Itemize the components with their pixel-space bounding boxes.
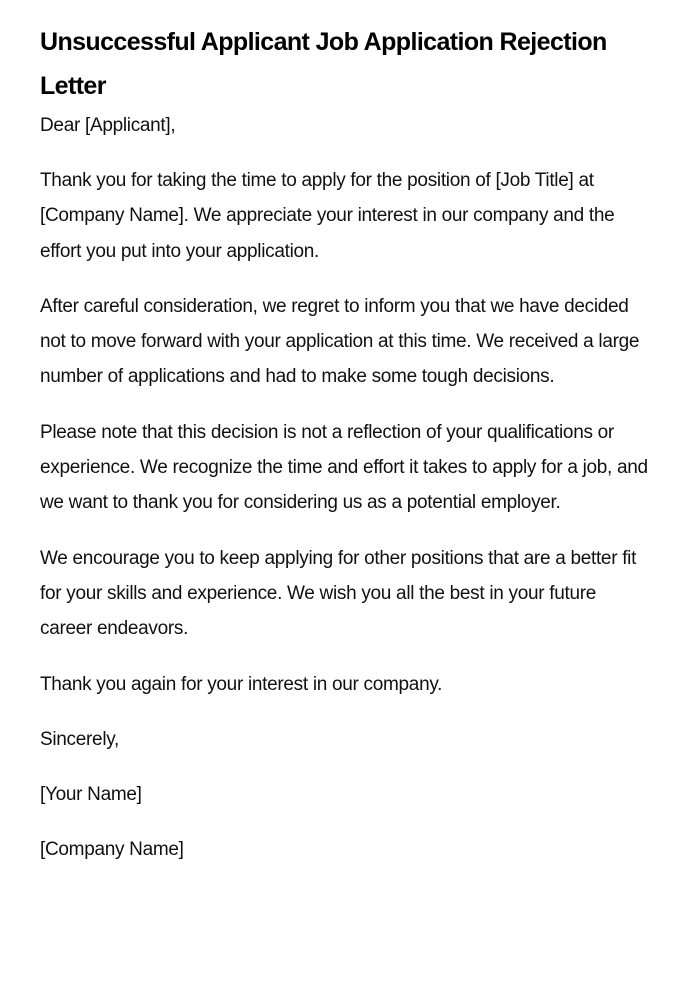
letter-paragraph-4: We encourage you to keep applying for other positions that are a better fit for your skills and experience. We wish you all the best in your future career endeavors. [40, 547, 637, 640]
letter-paragraph-3: Please note that this decision is not a reflection of your qualifications or experience. We recognize the time and effort it takes to apply for a job, and we want to thank you for considering us as a potential employer. [40, 421, 648, 514]
signature-name: [Your Name] [40, 783, 142, 805]
letter-paragraph-2: After careful consideration, we regret to inform you that we have decided not to move forward with your application at this time. We received a large number of applications and had to make some tough decisions. [40, 295, 640, 388]
letter-closing: Sincerely, [40, 728, 120, 750]
letter-greeting: Dear [Applicant], [40, 115, 176, 136]
letter-title: Unsuccessful Applicant Job Application Rejection Letter [40, 28, 607, 100]
signature-company: [Company Name] [40, 838, 184, 860]
letter-paragraph-1: Thank you for taking the time to apply for the position of [Job Title] at [Company Name]. We appreciate your interest in our company and the effort you put into your application. [40, 170, 615, 262]
letter-paragraph-5: Thank you again for your interest in our company. [40, 673, 443, 695]
